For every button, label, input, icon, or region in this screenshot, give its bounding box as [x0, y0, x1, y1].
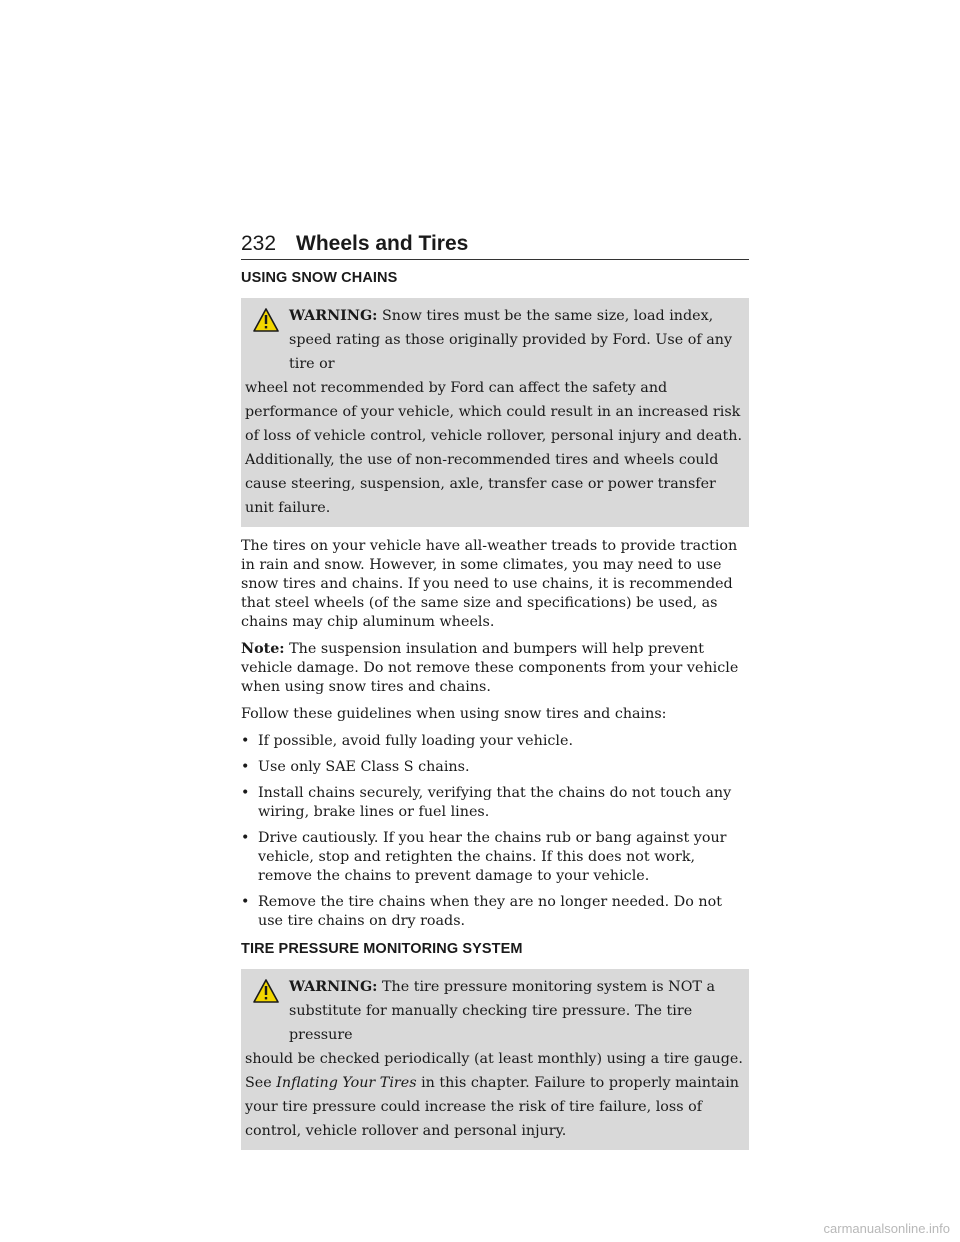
section-heading-snow-chains: USING SNOW CHAINS: [241, 270, 398, 286]
warning-box-snow-tires: [241, 298, 749, 527]
note-paragraph: [241, 640, 749, 697]
section-heading-tpms: TIRE PRESSURE MONITORING SYSTEM: [241, 941, 523, 957]
list-item: [241, 893, 749, 931]
list-item-text: If possible, avoid fully loading your vehicle.: [258, 733, 574, 749]
list-item-text: Drive cautiously. If you hear the chains rub or bang against your vehicle, stop and retighten the chains. If this does not work, remove the chains to prevent damage to your vehicle.: [258, 830, 727, 884]
bullet-mark: •: [241, 785, 250, 801]
warning-triangle-icon: [253, 979, 279, 1003]
guidelines-list: [241, 732, 749, 931]
warning-text-first: [245, 304, 743, 376]
warning-label: WARNING:: [289, 979, 378, 995]
warning-text-rest: [245, 1047, 743, 1143]
list-item: [241, 784, 749, 822]
warning-triangle-icon: [253, 308, 279, 332]
warning-text-lead: The tire pressure monitoring system is NOT a substitute for manually checking tire pressure. The tire pressure: [289, 979, 716, 1043]
page-content: [241, 232, 749, 1160]
warning-text-after-link: in this chapter. Failure to properly maintain your tire pressure could increase the risk of tire failure, loss of control, vehicle rollover and personal injury.: [245, 1075, 739, 1139]
list-item: [241, 758, 749, 777]
note-text: The suspension insulation and bumpers will help prevent vehicle damage. Do not remove these components from your vehicle when using snow tires and chains.: [241, 641, 739, 695]
warning-label: WARNING:: [289, 308, 378, 324]
watermark: carmanualsonline.info: [823, 1221, 950, 1236]
paragraph-all-weather: The tires on your vehicle have all-weather treads to provide traction in rain and snow. However, in some climates, you may need to use snow tires and chains. If you need to use chains, it is recommended that steel wheels (of the same size and specifications) be used, as chains may chip aluminum wheels.: [241, 538, 738, 630]
warning-text-first: [245, 975, 743, 1047]
bullet-mark: •: [241, 830, 250, 846]
bullet-mark: •: [241, 759, 250, 775]
list-item-text: Install chains securely, verifying that the chains do not touch any wiring, brake lines or fuel lines.: [258, 785, 732, 820]
warning-text-lead: Snow tires must be the same size, load index, speed rating as those originally provided by Ford. Use of any tire or: [289, 308, 733, 372]
chapter-title: Wheels and Tires: [296, 232, 469, 255]
warning-box-tpms: [241, 969, 749, 1150]
cross-reference-inflating-tires[interactable]: Inflating Your Tires: [276, 1075, 417, 1091]
bullet-mark: •: [241, 733, 250, 749]
list-item-text: Use only SAE Class S chains.: [258, 759, 470, 775]
warning-text-rest: wheel not recommended by Ford can affect the safety and performance of your vehicle, which could result in an increased risk of loss of vehicle control, vehicle rollover, personal injury and death. Additionally, the use of non-recommended tires and wheels could cause steering, suspension, axle, transfer case or power transfer unit failure.: [245, 380, 743, 516]
note-label: Note:: [241, 641, 285, 657]
warning-text-before-link: should be checked periodically (at least monthly) using a tire gauge. See: [245, 1051, 743, 1091]
page-header: [241, 232, 749, 260]
list-item: [241, 829, 749, 886]
list-item-text: Remove the tire chains when they are no longer needed. Do not use tire chains on dry roads.: [258, 894, 722, 929]
guidelines-intro: Follow these guidelines when using snow tires and chains:: [241, 706, 667, 722]
page-number: 232: [241, 232, 277, 255]
list-item: [241, 732, 749, 751]
bullet-mark: •: [241, 894, 250, 910]
